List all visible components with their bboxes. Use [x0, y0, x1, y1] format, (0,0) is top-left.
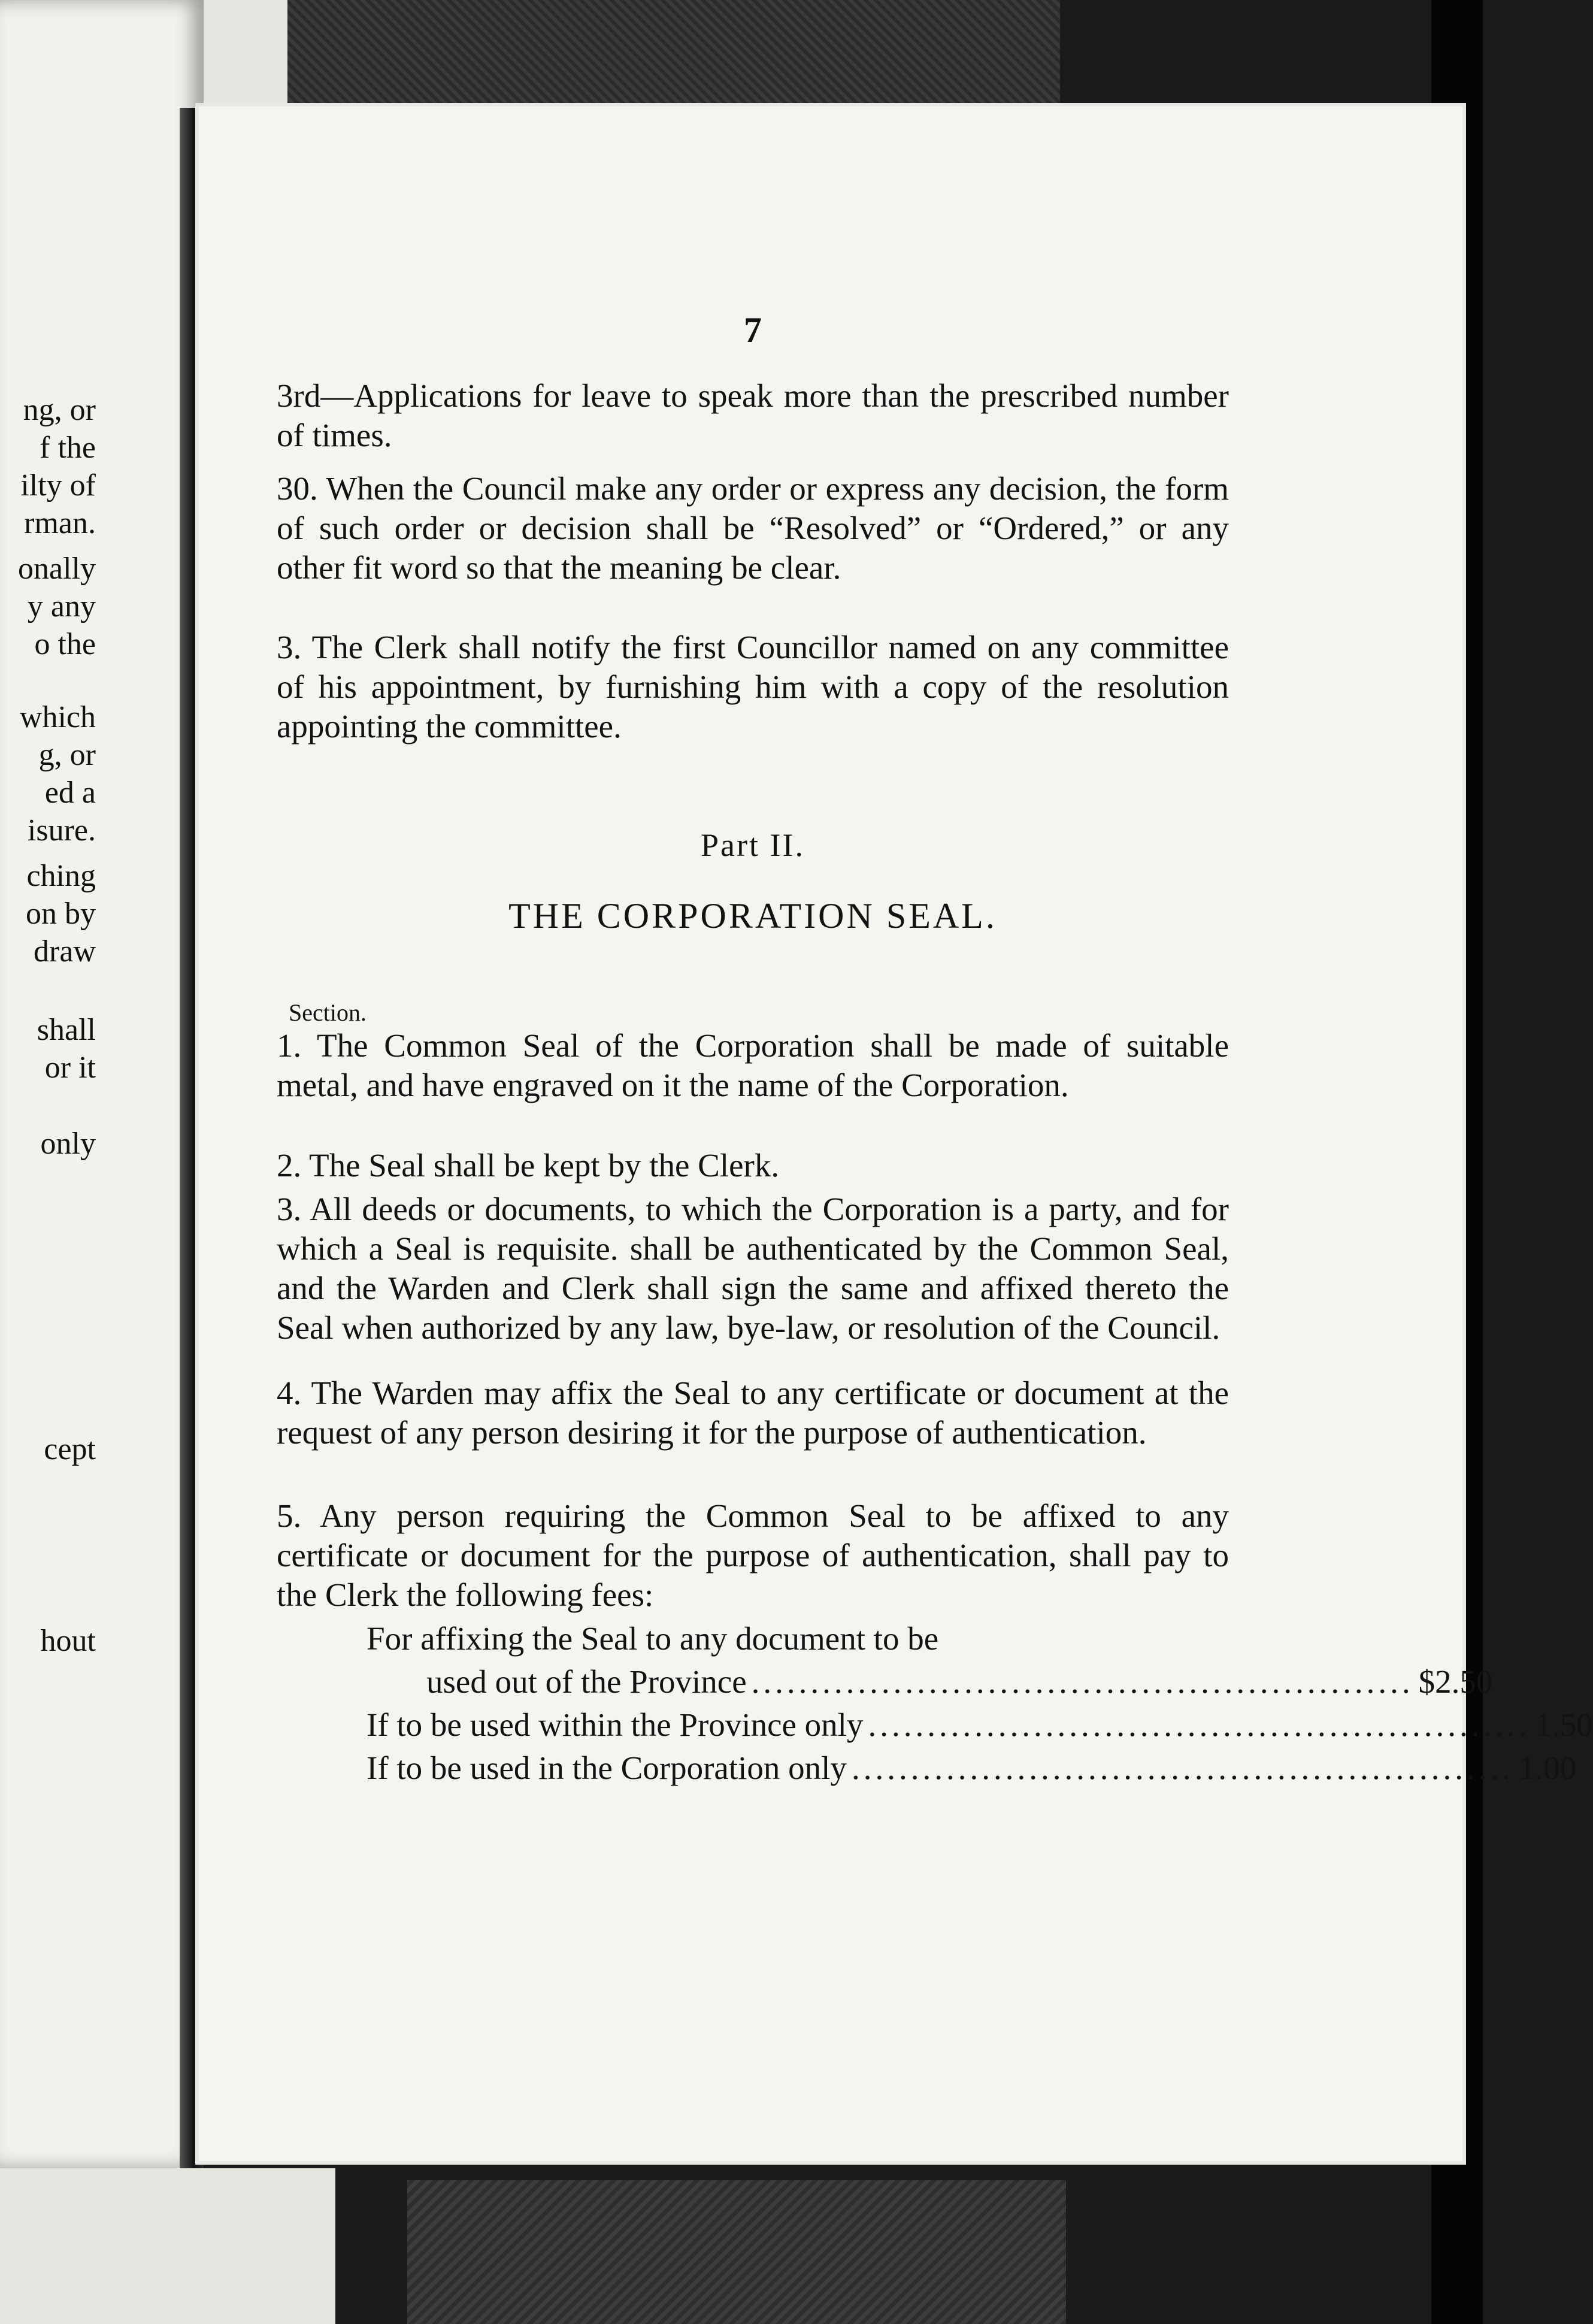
leader-dots: ........................................................: [751, 1663, 1414, 1700]
scan-backdrop-bottom: [407, 2180, 1066, 2324]
previous-page-text: which: [19, 700, 96, 734]
section-item: 4. The Warden may affix the Seal to any certificate or document at the request of any person desiring it for the purpose of authentication.: [277, 1375, 1229, 1451]
leader-dots: ........................................................: [868, 1706, 1531, 1743]
fee-row: [426, 1662, 1493, 1702]
section-item: 3. All deeds or documents, to which the Corporation is a party, and for which a Seal is requisite. shall be authenticated by the Common Seal, and the Warden and Clerk shall sign the same and affixed thereto the Seal when authorized by any law, bye-law, or resolution of the Council.: [277, 1191, 1229, 1346]
fee-amount: 1.00: [1518, 1750, 1577, 1786]
previous-page-text: on by: [26, 897, 96, 931]
section-label: Section.: [289, 999, 367, 1026]
part-heading: Part II.: [701, 827, 805, 863]
fees-intro-text: For affixing the Seal to any document to be: [367, 1620, 939, 1657]
previous-page-text: cept: [44, 1432, 96, 1466]
previous-page-text: hout: [40, 1624, 96, 1658]
previous-page-text: g, or: [38, 738, 96, 772]
leader-dots: ........................................................: [851, 1750, 1514, 1786]
previous-page-text: draw: [34, 934, 96, 969]
section-item: 5. Any person requiring the Common Seal to be affixed to any certificate or document for the purpose of authentication, shall pay to the Clerk the following fees:: [277, 1497, 1229, 1613]
paragraph: 30. When the Council make any order or express any decision, the form of such order or decision shall be “Resolved” or “Ordered,” or any other fit word so that the meaning be clear.: [277, 470, 1229, 586]
previous-page-text: onally: [18, 552, 96, 586]
previous-page-text: isure.: [27, 813, 96, 848]
scan-backdrop-top: [281, 0, 1060, 120]
fee-amount: 1.50: [1535, 1706, 1593, 1743]
previous-page-text: rman.: [24, 506, 96, 540]
previous-page-text: f the: [40, 431, 96, 465]
fee-label: If to be used in the Corporation only: [367, 1750, 847, 1786]
fee-amount: $2.50: [1418, 1663, 1493, 1700]
previous-page-text: ching: [26, 859, 96, 893]
section-heading: THE CORPORATION SEAL.: [508, 896, 997, 936]
section-item: 1. The Common Seal of the Corporation shall be made of suitable metal, and have engraved on it the name of the Corporation.: [277, 1027, 1229, 1103]
previous-page: [0, 0, 204, 2168]
paragraph: 3. The Clerk shall notify the first Councillor named on any committee of his appointment, by furnishing him with a copy of the resolution appointing the committee.: [277, 629, 1229, 745]
page: [199, 107, 1593, 2161]
previous-page-text: shall: [37, 1013, 96, 1047]
previous-page-text: ed a: [44, 776, 96, 810]
fee-label: If to be used within the Province only: [367, 1706, 864, 1743]
page-number: 7: [744, 310, 762, 350]
paragraph: 3rd—Applications for leave to speak more than the prescribed number of times.: [277, 377, 1229, 453]
previous-page-text: only: [40, 1127, 96, 1161]
section-item: 2. The Seal shall be kept by the Clerk.: [277, 1147, 780, 1184]
fee-label: used out of the Province: [426, 1663, 747, 1700]
fee-row: [367, 1748, 1577, 1788]
previous-page-bottom-strip: [0, 2168, 335, 2324]
previous-page-text: ng, or: [23, 393, 96, 427]
previous-page-text: or it: [44, 1051, 96, 1085]
previous-page-text: ilty of: [20, 468, 96, 503]
previous-page-text: y any: [27, 589, 96, 624]
previous-page-text: o the: [34, 627, 96, 661]
fee-row: [367, 1705, 1593, 1745]
fees-intro: [367, 1619, 1145, 1659]
